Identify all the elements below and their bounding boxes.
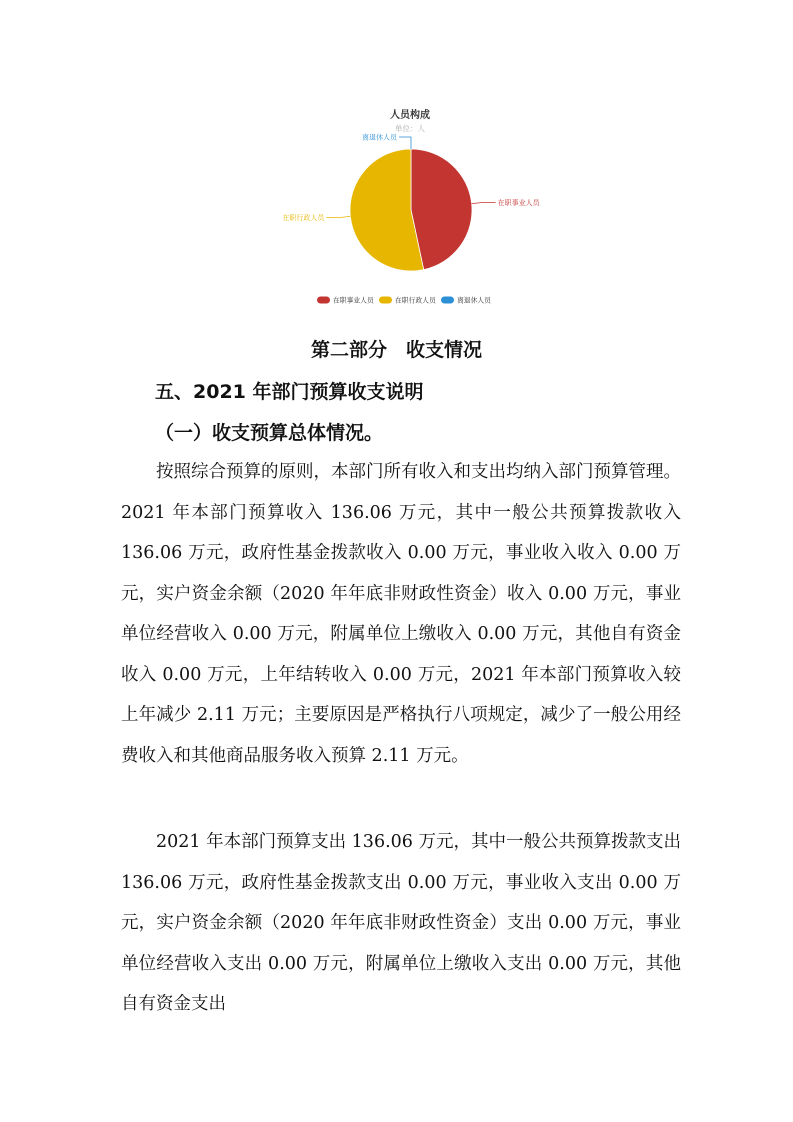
chart-title: 人员构成 <box>390 110 430 121</box>
chart-subtitle: 单位：人 <box>395 124 425 133</box>
heading-overall-situation: （一）收支预算总体情况。 <box>155 422 384 444</box>
callout-label-1: 在职行政人员 <box>282 214 325 223</box>
callout-label-0: 在职事业人员 <box>497 198 540 207</box>
legend-swatch-1 <box>379 297 392 304</box>
legend-swatch-0 <box>317 297 330 304</box>
staff-composition-pie-chart <box>280 100 540 315</box>
legend-label-0: 在职事业人员 <box>333 296 374 305</box>
paragraph-income: 按照综合预算的原则，本部门所有收入和支出均纳入部门预算管理。2021 年本部门预算收入 136.06 万元，其中一般公共预算拨款收入 136.06 万元，政府性基金拨款收入 0.00 万元，事业收入收入 0.00 万元，实户资金余额（2020 年年底非财政性资金）收入 0.00 万元，事业单位经营收入 0.00 万元，附属单位上缴收入 0.00 万元，其他自有资金收入 0.00 万元，上年结转收入 0.00 万元，2021 年本部门预算收入较上年减少 2.11 万元；主要原因是严格执行八项规定，减少了一般公用经费收入和其他商品服务收入预算 2.11 万元。 <box>121 462 681 766</box>
legend-label-1: 在职行政人员 <box>395 296 436 305</box>
callout-label-2: 离退休人员 <box>362 133 397 142</box>
callout-line-1 <box>326 216 350 217</box>
pie-chart-svg <box>280 100 540 315</box>
paragraph-expenditure: 2021 年本部门预算支出 136.06 万元，其中一般公共预算拨款支出 136.06 万元，政府性基金拨款支出 0.00 万元，事业收入支出 0.00 万元，实户资金余额（2020 年年底非财政性资金）支出 0.00 万元，事业单位经营收入支出 0.00 万元，附属单位上缴收入支出 0.00 万元，其他自有资金支出 <box>121 832 681 1014</box>
heading-budget-explanation: 五、2021 年部门预算收支说明 <box>155 381 424 403</box>
legend-label-2: 离退休人员 <box>457 296 491 305</box>
legend-swatch-2 <box>441 297 454 304</box>
callout-line-0 <box>472 202 496 203</box>
callout-line-2 <box>399 137 411 149</box>
section-title: 第二部分 收支情况 <box>310 339 482 361</box>
